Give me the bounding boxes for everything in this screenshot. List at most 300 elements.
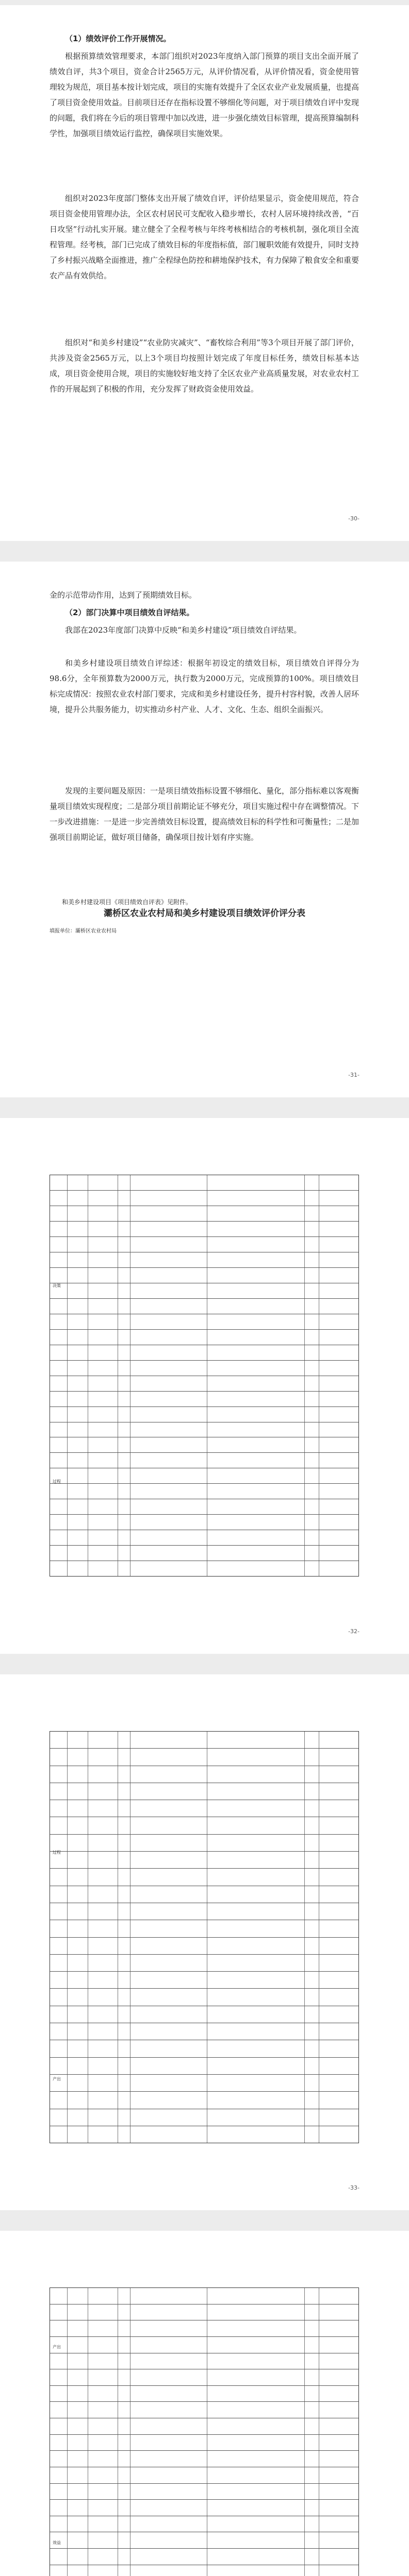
table-cell — [88, 1869, 118, 1885]
table-cell — [68, 2353, 88, 2369]
table-cell — [319, 1376, 358, 1391]
table-row — [50, 1869, 358, 1886]
table-cell — [50, 1903, 68, 1920]
table-cell — [305, 1345, 319, 1360]
table-cell — [130, 2109, 207, 2126]
table-cell — [88, 2353, 118, 2369]
table-cell — [68, 1546, 88, 1561]
table-cell — [50, 2369, 68, 2385]
table-cell — [305, 1800, 319, 1817]
table-cell — [50, 2320, 68, 2336]
figure-caption: 和美乡村建设项目《项目绩效自评表》见附件。 — [62, 899, 192, 906]
table-row — [50, 1376, 358, 1392]
table-cell — [130, 2353, 207, 2369]
table-cell — [118, 1955, 130, 1971]
table-cell — [118, 1783, 130, 1800]
table-cell — [88, 1191, 118, 1206]
table-cell — [118, 2353, 130, 2369]
table-cell — [68, 1530, 88, 1545]
table-cell — [319, 1468, 358, 1483]
table-cell — [50, 1920, 68, 1937]
table-cell — [118, 1252, 130, 1267]
table-cell — [319, 2337, 358, 2353]
table-cell — [305, 1222, 319, 1236]
table-cell — [207, 1345, 305, 1360]
table-cell — [305, 2006, 319, 2023]
table-row — [50, 1484, 358, 1499]
page-4 — [0, 1674, 409, 2210]
section-label: 产出 — [53, 2077, 61, 2081]
table-cell — [319, 1314, 358, 1329]
table-cell — [130, 2402, 207, 2418]
table-cell — [68, 1515, 88, 1530]
table-cell — [319, 1515, 358, 1530]
table-cell — [130, 1376, 207, 1391]
table-cell — [207, 2418, 305, 2434]
table-cell — [88, 2549, 118, 2565]
table-cell — [68, 2337, 88, 2353]
table-cell — [88, 1252, 118, 1267]
table-row — [50, 1407, 358, 1422]
table-cell — [68, 1561, 88, 1576]
table-cell — [50, 1561, 68, 1576]
table-cell — [68, 1903, 88, 1920]
table-cell — [319, 1955, 358, 1971]
table-cell — [319, 1191, 358, 1206]
table-cell — [319, 2549, 358, 2565]
table-cell — [207, 2126, 305, 2143]
table-cell — [50, 1972, 68, 1988]
table-cell — [130, 1314, 207, 1329]
table-cell — [88, 1972, 118, 1988]
table-cell — [130, 1515, 207, 1530]
table-cell — [88, 2337, 118, 2353]
table-cell — [130, 1955, 207, 1971]
table-cell — [68, 1499, 88, 1514]
table-cell — [130, 2532, 207, 2548]
table-cell — [319, 2058, 358, 2074]
table-cell — [319, 1783, 358, 1800]
table-cell — [130, 1330, 207, 1345]
table-cell — [50, 1530, 68, 1545]
table-cell — [207, 2092, 305, 2108]
table-cell — [88, 2288, 118, 2304]
table-cell — [130, 2040, 207, 2057]
table-cell — [130, 2451, 207, 2467]
table-cell — [305, 1191, 319, 1206]
table-row — [50, 1732, 358, 1749]
table-cell — [319, 2565, 358, 2576]
table-cell — [130, 1453, 207, 1468]
table-cell — [207, 1376, 305, 1391]
table-row — [50, 2418, 358, 2435]
table-cell — [68, 1222, 88, 1236]
table-cell — [130, 2467, 207, 2483]
table-cell — [68, 2058, 88, 2074]
section-label: 效益 — [53, 2540, 61, 2545]
table-cell — [130, 1766, 207, 1783]
table-cell — [207, 2484, 305, 2500]
page-1 — [0, 5, 409, 541]
table-row — [50, 2402, 358, 2418]
table-cell — [130, 1222, 207, 1236]
table-cell — [130, 1206, 207, 1221]
table-cell — [68, 1468, 88, 1483]
table-cell — [207, 1972, 305, 1988]
table-cell — [118, 1561, 130, 1576]
table-cell — [50, 2435, 68, 2451]
table-row — [50, 2467, 358, 2484]
table-cell — [130, 2418, 207, 2434]
table-cell — [305, 2532, 319, 2548]
table-cell — [118, 1835, 130, 1851]
table-cell — [305, 2304, 319, 2320]
table-cell — [319, 2484, 358, 2500]
table-cell — [207, 1561, 305, 1576]
table-cell — [319, 1989, 358, 2005]
table-cell — [305, 1422, 319, 1437]
paragraph: 我部在2023年度部门决算中反映“和美乡村建设”项目绩效自评结果。 — [65, 625, 302, 635]
table-cell — [50, 2500, 68, 2516]
table-cell — [88, 1407, 118, 1422]
table-cell — [319, 1903, 358, 1920]
table-cell — [68, 2126, 88, 2143]
table-cell — [68, 1330, 88, 1345]
table-cell — [305, 1766, 319, 1783]
table-row — [50, 1392, 358, 1407]
table-row — [50, 1989, 358, 2006]
table-cell — [88, 1515, 118, 1530]
table-cell — [118, 1515, 130, 1530]
table-cell — [319, 1330, 358, 1345]
table-cell — [88, 2006, 118, 2023]
table-cell — [118, 2418, 130, 2434]
table-cell — [319, 2516, 358, 2532]
table-cell — [68, 2418, 88, 2434]
table-cell — [130, 2386, 207, 2402]
table-cell — [68, 1175, 88, 1190]
table-cell — [88, 1314, 118, 1329]
table-cell — [207, 1453, 305, 1468]
table-cell — [88, 1453, 118, 1468]
table-cell — [207, 1437, 305, 1452]
table-cell — [207, 2516, 305, 2532]
score-table — [50, 1731, 359, 2143]
table-cell — [319, 1437, 358, 1452]
paragraph: 和美乡村建设项目绩效自评综述：根据年初设定的绩效目标，项目绩效自评得分为98.6分，全年预算数为2000万元，执行数为2000万元，完成预算的100%。项目绩效目标完成情况：按照农业农村部门要求，完成和美乡村建设任务，提升村容村貌，改善人居环境，提升公共服务能力，切实推动乡村产业、人才、文化、生态、组织全面振兴。 — [50, 658, 359, 714]
table-row — [50, 1561, 358, 1576]
table-cell — [50, 1345, 68, 1360]
table-cell — [319, 1453, 358, 1468]
table-cell — [50, 2516, 68, 2532]
table-cell — [319, 2109, 358, 2126]
table-cell — [130, 1499, 207, 1514]
table-cell — [88, 1530, 118, 1545]
table-cell — [68, 1268, 88, 1283]
table-row — [50, 1268, 358, 1283]
table-cell — [50, 1955, 68, 1971]
table-row — [50, 2369, 358, 2386]
table-cell — [207, 1817, 305, 1834]
table-cell — [319, 1268, 358, 1283]
table-cell — [305, 2500, 319, 2516]
table-cell — [50, 1237, 68, 1252]
table-cell — [305, 1237, 319, 1252]
table-cell — [50, 1749, 68, 1765]
table-cell — [118, 2320, 130, 2336]
table-cell — [319, 2092, 358, 2108]
table-cell — [68, 1955, 88, 1971]
table-cell — [319, 1800, 358, 1817]
table-cell — [319, 1283, 358, 1298]
table-cell — [118, 1972, 130, 1988]
table-cell — [68, 1766, 88, 1783]
table-cell — [305, 2040, 319, 2057]
table-cell — [50, 2402, 68, 2418]
table-cell — [305, 1268, 319, 1283]
table-row — [50, 2023, 358, 2040]
table-cell — [130, 1422, 207, 1437]
table-cell — [88, 1920, 118, 1937]
table-cell — [68, 2402, 88, 2418]
table-cell — [68, 1361, 88, 1376]
table-row — [50, 2435, 358, 2451]
table-cell — [68, 1783, 88, 1800]
table-cell — [130, 1175, 207, 1190]
table-cell — [130, 1817, 207, 1834]
table-cell — [319, 1561, 358, 1576]
table-cell — [88, 1783, 118, 1800]
table-row — [50, 2092, 358, 2109]
table-cell — [118, 2369, 130, 2385]
table-cell — [68, 2500, 88, 2516]
table-cell — [207, 1175, 305, 1190]
table-cell — [319, 2320, 358, 2336]
table-cell — [68, 2435, 88, 2451]
table-cell — [130, 2565, 207, 2576]
table-cell — [130, 1546, 207, 1561]
paragraph: 组织对2023年度部门整体支出开展了绩效自评，评价结果显示，资金使用规范，符合项目资金使用管理办法，全区农村居民可支配收入稳步增长，农村人居环境持续改善，“百日攻坚”行动扎实开展。建立健全了全程考核与年终考核相结合的考核机制，强化项目全流程管理。经考核，部门已完成了绩效目标的年度指标值，部门履职效能有效提升，同时支持了乡村振兴战略全面推进，推广全程绿色防控和耕地保护技术，有力保障了粮食安全和重要农产品有效供给。 — [50, 194, 359, 280]
table-cell — [130, 2304, 207, 2320]
table-cell — [305, 2467, 319, 2483]
table-row — [50, 1800, 358, 1817]
table-cell — [68, 1252, 88, 1267]
table-title: 灞桥区农业农村局和美乡村建设项目绩效评价评分表 — [104, 908, 305, 919]
table-cell — [207, 2500, 305, 2516]
table-row — [50, 1453, 358, 1468]
table-cell — [305, 1817, 319, 1834]
table-cell — [68, 1345, 88, 1360]
table-cell — [68, 1886, 88, 1903]
table-cell — [207, 1283, 305, 1298]
table-cell — [68, 1299, 88, 1314]
table-cell — [88, 1749, 118, 1765]
table-cell — [50, 1437, 68, 1452]
table-cell — [118, 1886, 130, 1903]
table-cell — [118, 1749, 130, 1765]
table-row — [50, 1222, 358, 1237]
table-cell — [207, 1314, 305, 1329]
table-row — [50, 1886, 358, 1903]
table-cell — [50, 2092, 68, 2108]
table-cell — [88, 1422, 118, 1437]
table-cell — [50, 1835, 68, 1851]
table-cell — [305, 2075, 319, 2091]
table-cell — [130, 1345, 207, 1360]
table-cell — [88, 1330, 118, 1345]
table-cell — [319, 1972, 358, 1988]
table-cell — [305, 2418, 319, 2434]
table-cell — [88, 1437, 118, 1452]
table-cell — [207, 1222, 305, 1236]
table-cell — [319, 2040, 358, 2057]
table-cell — [118, 1283, 130, 1298]
table-row — [50, 1437, 358, 1453]
table-cell — [88, 2092, 118, 2108]
table-cell — [88, 1886, 118, 1903]
table-cell — [68, 2484, 88, 2500]
table-cell — [130, 2435, 207, 2451]
table-cell — [207, 1732, 305, 1748]
table-cell — [68, 2386, 88, 2402]
table-cell — [319, 1817, 358, 1834]
table-cell — [68, 1989, 88, 2005]
table-row — [50, 1422, 358, 1438]
table-row — [50, 1499, 358, 1515]
table-cell — [118, 1330, 130, 1345]
table-cell — [207, 1989, 305, 2005]
table-row — [50, 1468, 358, 1484]
table-cell — [68, 1920, 88, 1937]
table-cell — [130, 2549, 207, 2565]
table-cell — [68, 1869, 88, 1885]
table-cell — [118, 1222, 130, 1236]
table-cell — [68, 2516, 88, 2532]
table-cell — [88, 1835, 118, 1851]
score-table — [50, 2287, 359, 2576]
table-cell — [50, 1268, 68, 1283]
table-cell — [118, 1989, 130, 2005]
table-cell — [118, 2109, 130, 2126]
table-cell — [88, 1299, 118, 1314]
table-cell — [50, 1989, 68, 2005]
table-cell — [50, 1330, 68, 1345]
table-cell — [118, 1206, 130, 1221]
table-cell — [88, 2369, 118, 2385]
table-row — [50, 1237, 358, 1252]
table-cell — [305, 1252, 319, 1267]
table-cell — [305, 1484, 319, 1499]
table-cell — [88, 2320, 118, 2336]
table-cell — [207, 2075, 305, 2091]
table-cell — [207, 2337, 305, 2353]
table-cell — [50, 1299, 68, 1314]
table-cell — [130, 1252, 207, 1267]
table-cell — [118, 1376, 130, 1391]
table-cell — [88, 2500, 118, 2516]
table-cell — [305, 1561, 319, 1576]
table-row — [50, 1955, 358, 1972]
table-cell — [207, 2288, 305, 2304]
table-cell — [50, 1783, 68, 1800]
table-cell — [305, 2484, 319, 2500]
table-cell — [130, 1407, 207, 1422]
table-cell — [50, 2040, 68, 2057]
table-cell — [207, 1407, 305, 1422]
table-cell — [68, 2109, 88, 2126]
table-cell — [68, 1376, 88, 1391]
table-cell — [50, 2353, 68, 2369]
page-number: -30- — [348, 515, 359, 522]
table-cell — [68, 2288, 88, 2304]
table-cell — [305, 2451, 319, 2467]
table-cell — [319, 2006, 358, 2023]
table-cell — [118, 1869, 130, 1885]
table-cell — [88, 1546, 118, 1561]
table-cell — [68, 1938, 88, 1954]
table-row — [50, 2040, 358, 2057]
table-cell — [88, 1852, 118, 1868]
page-3 — [0, 1118, 409, 1654]
table-row — [50, 2565, 358, 2576]
table-cell — [207, 1499, 305, 1514]
table-cell — [88, 1268, 118, 1283]
page-number: -31- — [348, 1072, 359, 1078]
table-cell — [207, 1835, 305, 1851]
section-label: 过程 — [53, 1479, 61, 1484]
table-cell — [319, 2418, 358, 2434]
table-cell — [68, 2369, 88, 2385]
table-cell — [130, 2288, 207, 2304]
table-cell — [68, 2006, 88, 2023]
table-cell — [305, 2337, 319, 2353]
table-cell — [207, 1920, 305, 1937]
table-cell — [50, 2288, 68, 2304]
table-row — [50, 1252, 358, 1268]
table-cell — [130, 1561, 207, 1576]
table-cell — [50, 1422, 68, 1437]
table-cell — [118, 2288, 130, 2304]
table-cell — [118, 1392, 130, 1406]
table-cell — [50, 2451, 68, 2467]
table-unit: 填报单位：灞桥区农业农村局 — [50, 928, 117, 934]
table-cell — [88, 1989, 118, 2005]
table-cell — [68, 2320, 88, 2336]
table-cell — [130, 2023, 207, 2040]
table-cell — [118, 2075, 130, 2091]
table-cell — [207, 2435, 305, 2451]
table-cell — [305, 1869, 319, 1885]
table-cell — [68, 1407, 88, 1422]
table-row — [50, 1903, 358, 1920]
table-cell — [130, 1530, 207, 1545]
table-row — [50, 1330, 358, 1345]
table-cell — [319, 2369, 358, 2385]
table-cell — [207, 1886, 305, 1903]
table-cell — [130, 1191, 207, 1206]
table-cell — [305, 1407, 319, 1422]
table-cell — [88, 1484, 118, 1499]
table-cell — [50, 2386, 68, 2402]
table-row — [50, 1783, 358, 1800]
table-cell — [68, 2304, 88, 2320]
table-cell — [68, 1749, 88, 1765]
table-cell — [68, 1852, 88, 1868]
table-cell — [88, 2435, 118, 2451]
table-cell — [88, 2565, 118, 2576]
table-cell — [207, 2353, 305, 2369]
table-cell — [118, 1530, 130, 1545]
